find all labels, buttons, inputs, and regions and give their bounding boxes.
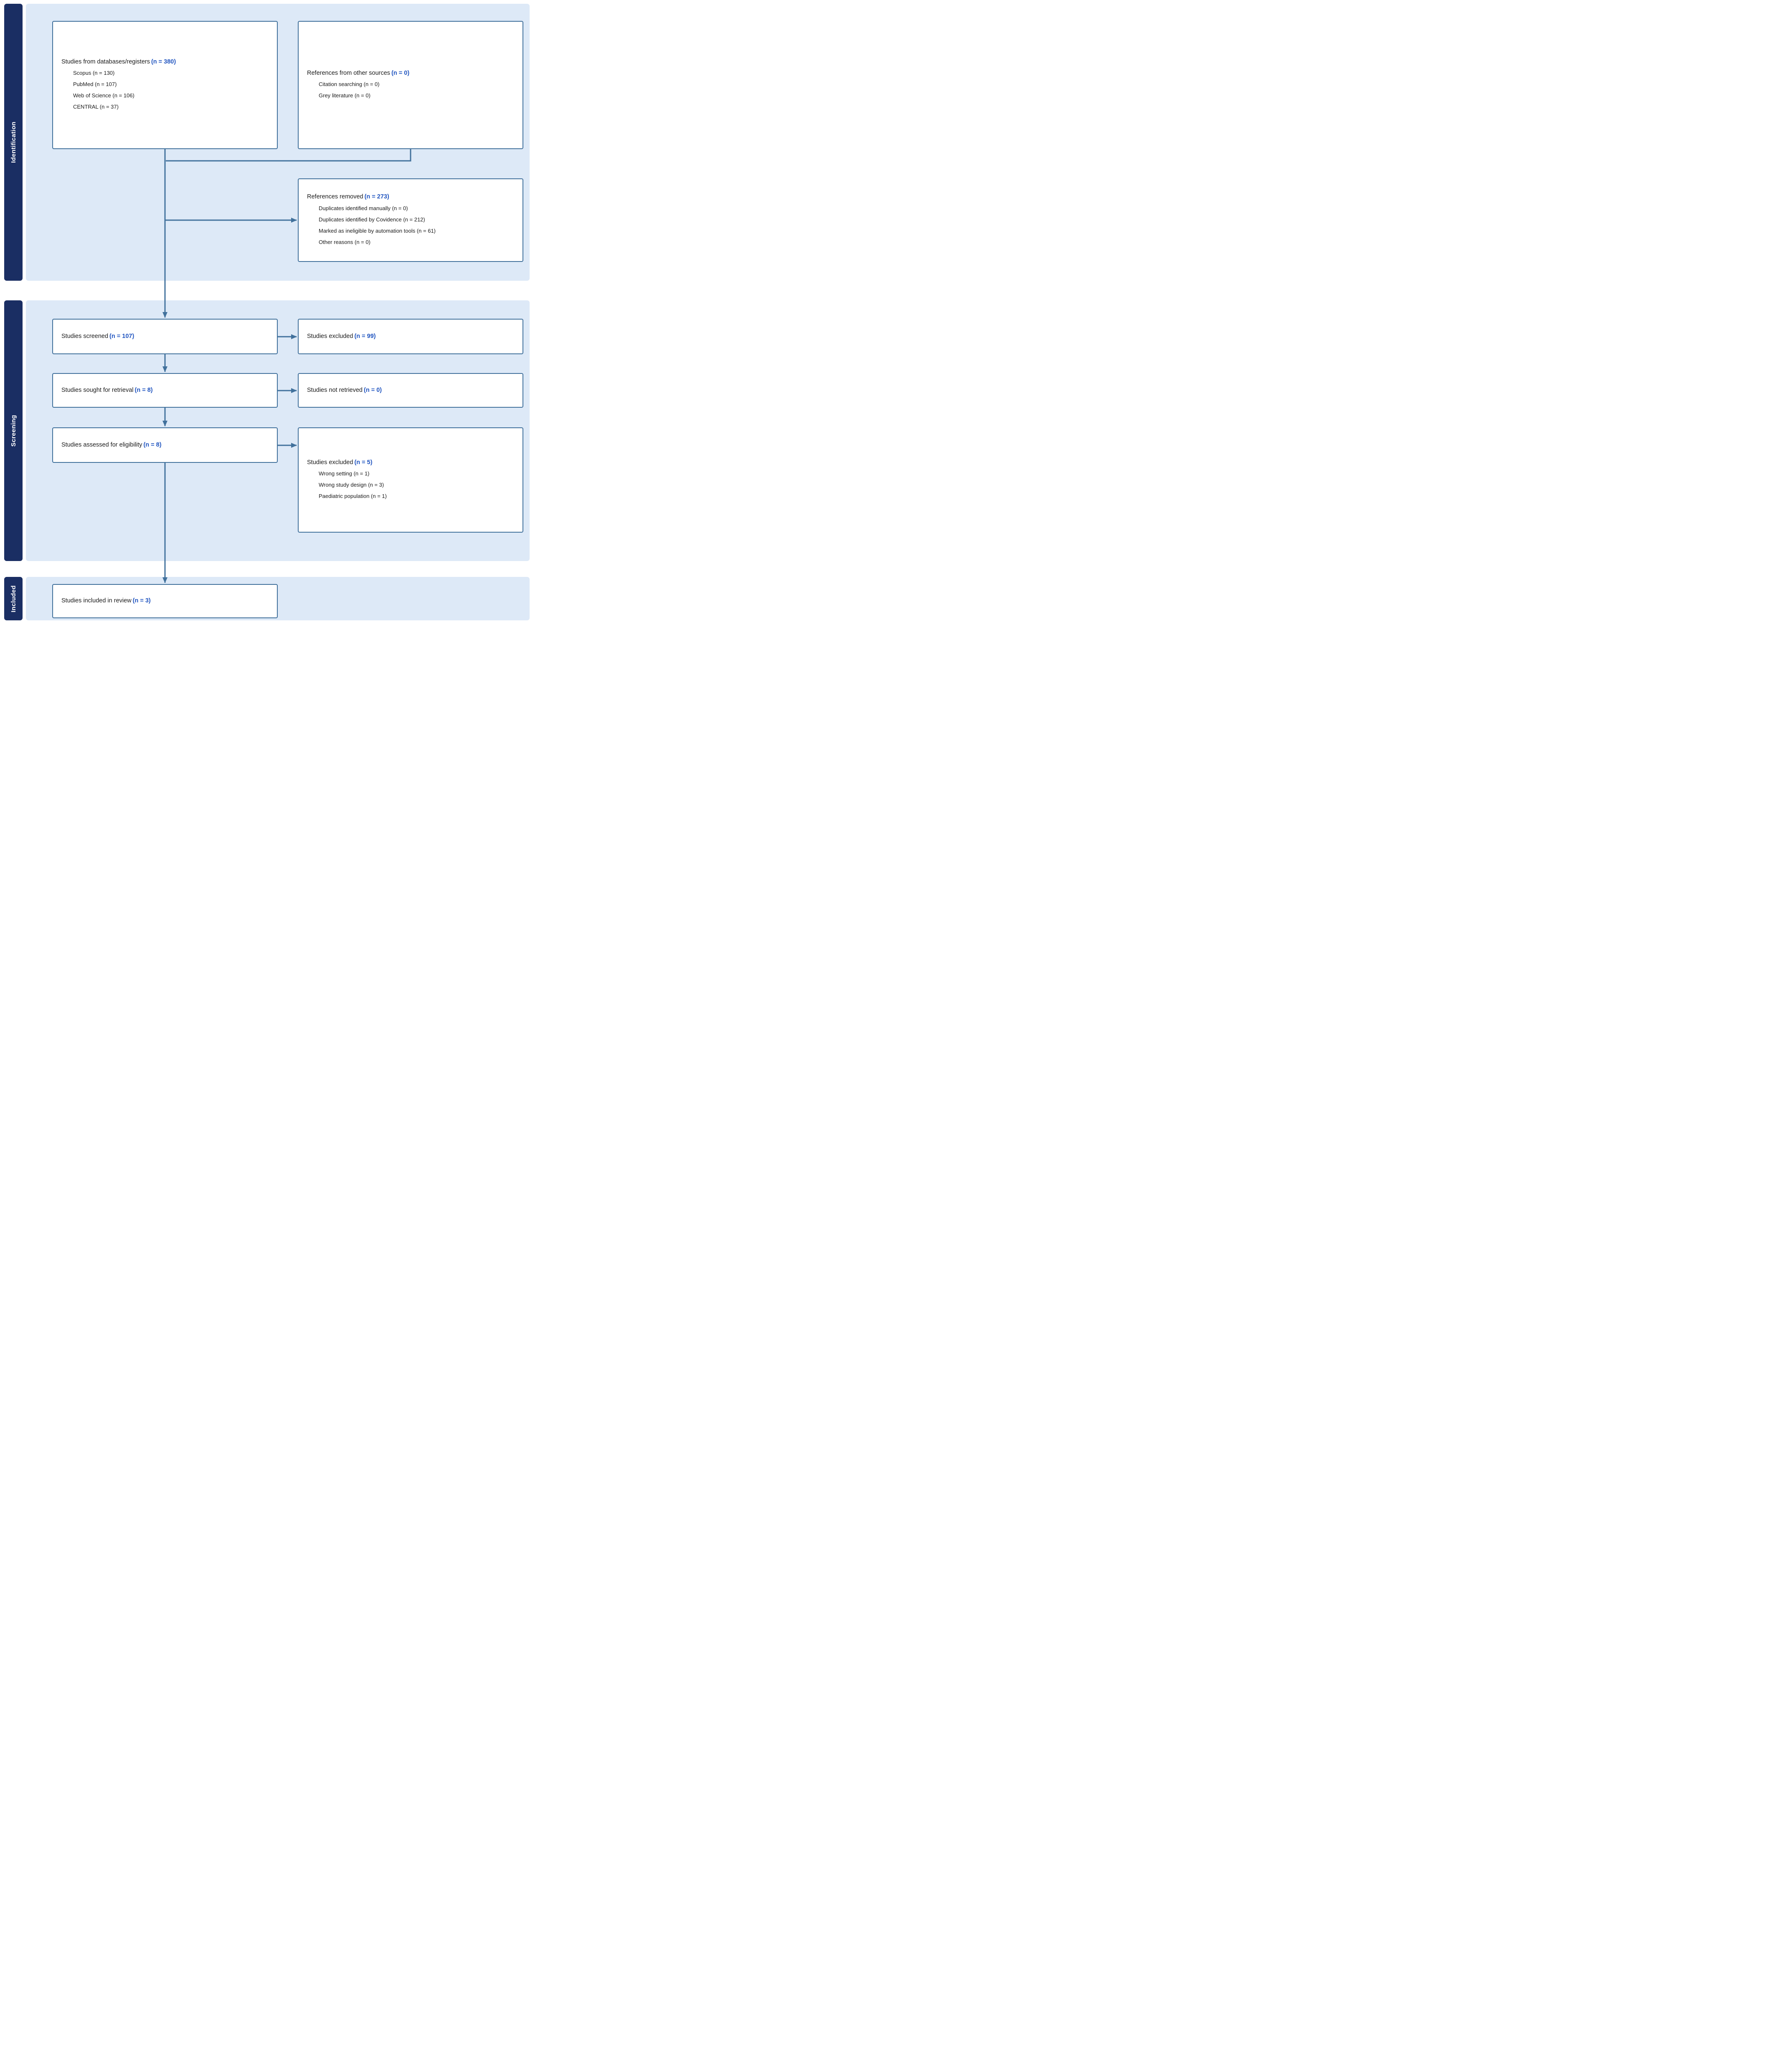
box-item: Wrong study design (n = 3) bbox=[319, 482, 384, 488]
box-studies-excluded-eligibility bbox=[298, 427, 523, 533]
box-studies-not-retrieved bbox=[298, 373, 523, 408]
box-count: (n = 99) bbox=[354, 333, 376, 340]
box-item: Web of Science (n = 106) bbox=[73, 92, 134, 99]
box-title-text: Studies excluded bbox=[307, 459, 353, 466]
box-item-list bbox=[307, 203, 517, 248]
box-item: Marked as ineligible by automation tools (n = 61) bbox=[319, 227, 436, 234]
box-item-list bbox=[307, 468, 517, 502]
box-studies-sought-retrieval bbox=[52, 373, 278, 408]
box-title bbox=[61, 597, 271, 606]
box-title bbox=[307, 69, 517, 78]
stage-label-screening: Screening bbox=[10, 414, 17, 447]
box-title-text: Studies assessed for eligibility bbox=[61, 441, 142, 448]
box-title-text: References removed bbox=[307, 193, 363, 201]
box-item: Citation searching (n = 0) bbox=[319, 81, 380, 88]
box-count: (n = 273) bbox=[364, 193, 389, 201]
box-count: (n = 5) bbox=[354, 459, 373, 466]
box-title-text: Studies not retrieved bbox=[307, 386, 363, 394]
box-references-removed bbox=[298, 178, 523, 262]
box-studies-from-databases bbox=[52, 21, 278, 149]
box-item: Scopus (n = 130) bbox=[73, 70, 115, 76]
box-item: Grey literature (n = 0) bbox=[319, 92, 370, 99]
box-item: PubMed (n = 107) bbox=[73, 81, 117, 88]
box-title bbox=[61, 332, 271, 341]
box-item: Paediatric population (n = 1) bbox=[319, 493, 387, 500]
stage-bar-identification bbox=[4, 4, 23, 281]
stage-label-included: Included bbox=[10, 585, 17, 612]
stage-bar-included bbox=[4, 577, 23, 620]
box-count: (n = 8) bbox=[143, 441, 162, 448]
box-title bbox=[61, 58, 271, 67]
box-title-text: Studies sought for retrieval bbox=[61, 386, 134, 394]
box-item-list bbox=[61, 67, 271, 112]
box-count: (n = 3) bbox=[132, 597, 151, 604]
box-studies-assessed-eligibility bbox=[52, 427, 278, 463]
stage-bar-screening bbox=[4, 300, 23, 561]
box-item: Wrong setting (n = 1) bbox=[319, 470, 370, 477]
box-title-text: References from other sources bbox=[307, 69, 391, 76]
box-title bbox=[61, 386, 271, 395]
box-title-text: Studies excluded bbox=[307, 333, 353, 340]
box-count: (n = 107) bbox=[109, 333, 134, 340]
box-title bbox=[307, 458, 517, 467]
box-references-other-sources bbox=[298, 21, 523, 149]
box-count: (n = 0) bbox=[391, 69, 410, 76]
box-studies-included-review bbox=[52, 584, 278, 618]
box-title bbox=[307, 386, 517, 395]
stage-label-identification: Identification bbox=[10, 122, 17, 163]
box-count: (n = 0) bbox=[364, 386, 382, 394]
box-title bbox=[307, 193, 517, 202]
box-item: Duplicates identified by Covidence (n = 212) bbox=[319, 216, 425, 223]
box-item: Other reasons (n = 0) bbox=[319, 239, 370, 245]
box-studies-screened bbox=[52, 319, 278, 354]
box-item: Duplicates identified manually (n = 0) bbox=[319, 205, 408, 211]
box-item: CENTRAL (n = 37) bbox=[73, 104, 119, 110]
box-title bbox=[61, 441, 271, 450]
box-item-list bbox=[307, 79, 517, 101]
box-count: (n = 8) bbox=[134, 386, 153, 394]
box-studies-excluded-screening bbox=[298, 319, 523, 354]
box-title-text: Studies from databases/registers bbox=[61, 58, 150, 65]
box-title bbox=[307, 332, 517, 341]
box-count: (n = 380) bbox=[151, 58, 176, 65]
prisma-flow-diagram bbox=[0, 0, 530, 622]
box-title-text: Studies included in review bbox=[61, 597, 132, 604]
box-title-text: Studies screened bbox=[61, 333, 109, 340]
